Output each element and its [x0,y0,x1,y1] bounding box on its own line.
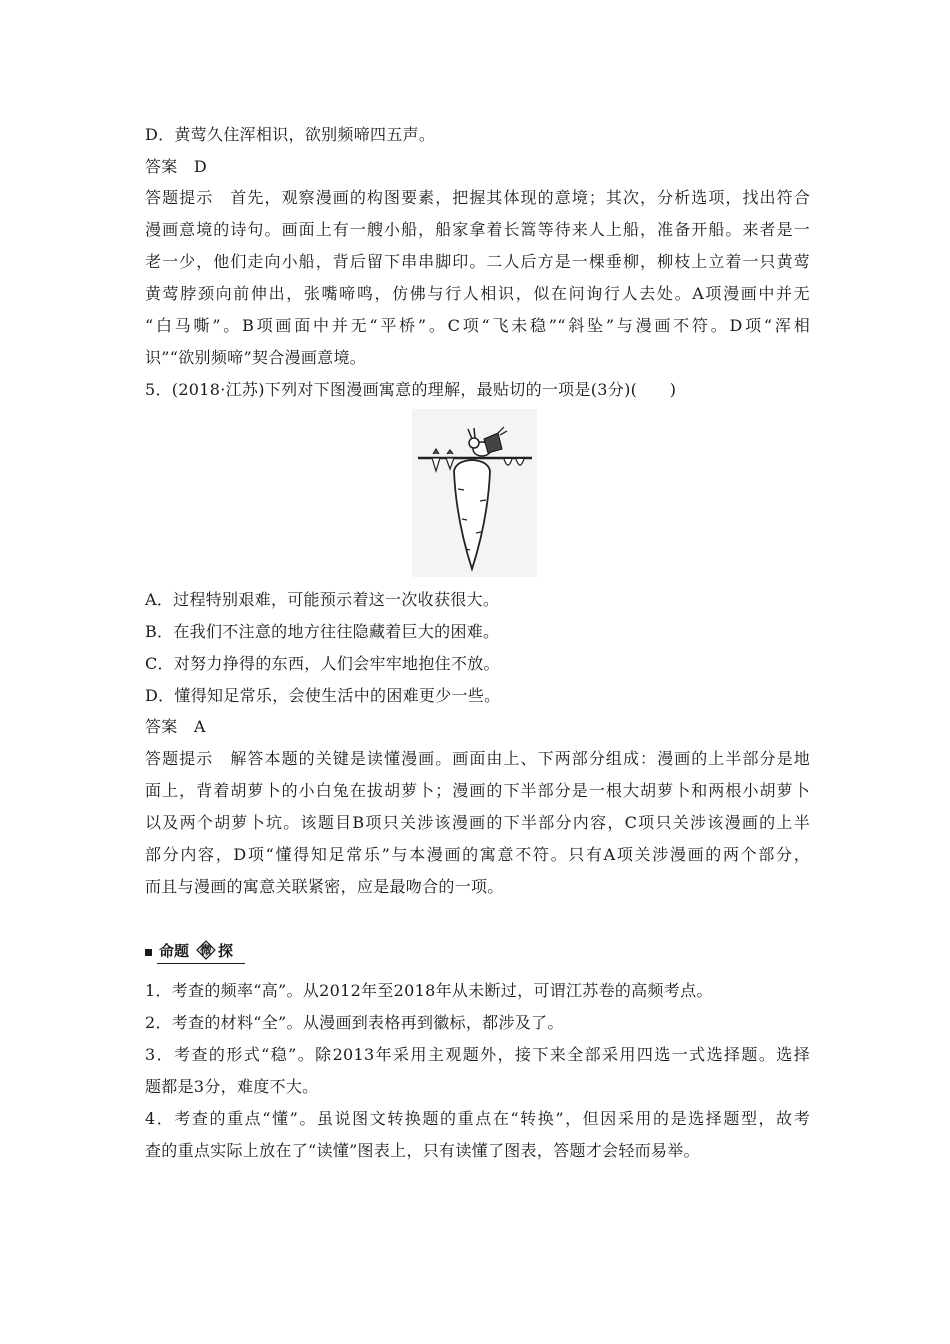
q4-hint-line-2: 漫画意境的诗句。画面上有一艘小船，船家拿着长篙等待来人上船，准备开船。来者是一 [145,220,810,239]
q5-option-d: D．懂得知足常乐，会使生活中的困难更少一些。 [145,686,501,705]
q5-question: 5．(2018·江苏)下列对下图漫画寓意的理解，最贴切的一项是(3分)( ) [145,380,677,399]
section-item-2: 2．考查的材料“全”。从漫画到表格再到徽标，都涉及了。 [145,1013,564,1032]
q4-hint-line-6: 识”“欲别频啼”契合漫画意境。 [145,348,367,367]
square-bullet-icon [145,949,152,956]
q5-hint-line-1: 答题提示 解答本题的关键是读懂漫画。画面由上、下两部分组成：漫画的上半部分是地 [145,749,810,768]
q4-answer: 答案 D [145,157,208,176]
section-item-4-line-2: 查的重点实际上放在了“读懂”图表上，只有读懂了图表，答题才会轻而易举。 [145,1141,700,1160]
section-item-3-line-2: 题都是3分，难度不大。 [145,1077,319,1096]
section-item-3-line-1: 3．考查的形式“稳”。除2013年采用主观题外，接下来全部采用四选一式选择题。选择 [145,1045,810,1064]
q5-option-a: A．过程特别艰难，可能预示着这一次收获很大。 [145,590,500,609]
q4-hint-line-5: “白马嘶”。B项画面中并无“平桥”。C项“飞未稳”“斜坠”与漫画不符。D项“浑相 [145,316,810,335]
carrot-rabbit-cartoon [412,409,537,577]
q5-option-c: C．对努力挣得的东西，人们会牢牢地抱住不放。 [145,654,500,673]
q5-hint-line-2: 面上，背着胡萝卜的小白兔在拔胡萝卜；漫画的下半部分是一根大胡萝卜和两根小胡萝卜 [145,781,810,800]
q4-hint-line-1: 答题提示 首先，观察漫画的构图要素，把握其体现的意境；其次，分析选项，找出符合 [145,188,810,207]
q5-hint-line-5: 而且与漫画的寓意关联紧密，应是最吻合的一项。 [145,877,504,896]
section-title-badge: 微 [199,943,212,957]
q5-answer: 答案 A [145,717,206,736]
q5-hint-line-3: 以及两个胡萝卜坑。该题目B项只关涉该漫画的下半部分内容，C项只关涉该漫画的上半 [145,813,810,832]
section-title-part1: 命题 [159,942,190,960]
q5-hint-line-4: 部分内容，D项“懂得知足常乐”与本漫画的寓意不符。只有A项关涉漫画的两个部分， [145,845,810,864]
section-item-4-line-1: 4．考查的重点“懂”。虽说图文转换题的重点在“转换”，但因采用的是选择题型，故考 [145,1109,810,1128]
section-title-part2: 探 [218,942,234,960]
section-item-1: 1．考查的频率“高”。从2012年至2018年从未断过，可谓江苏卷的高频考点。 [145,981,713,1000]
section-underline [157,963,245,964]
diamond-badge [196,940,216,960]
q4-hint-line-4: 黄莺脖颈向前伸出，张嘴啼鸣，仿佛与行人相识，似在问询行人去处。A项漫画中并无 [145,284,810,303]
q4-option-d: D．黄莺久住浑相识，欲别频啼四五声。 [145,125,436,144]
q5-option-b: B．在我们不注意的地方往往隐藏着巨大的困难。 [145,622,500,641]
section-header [145,938,265,966]
q4-hint-line-3: 老一少，他们走向小船，背后留下串串脚印。二人后方是一棵垂柳，柳枝上立着一只黄莺 [145,252,810,271]
